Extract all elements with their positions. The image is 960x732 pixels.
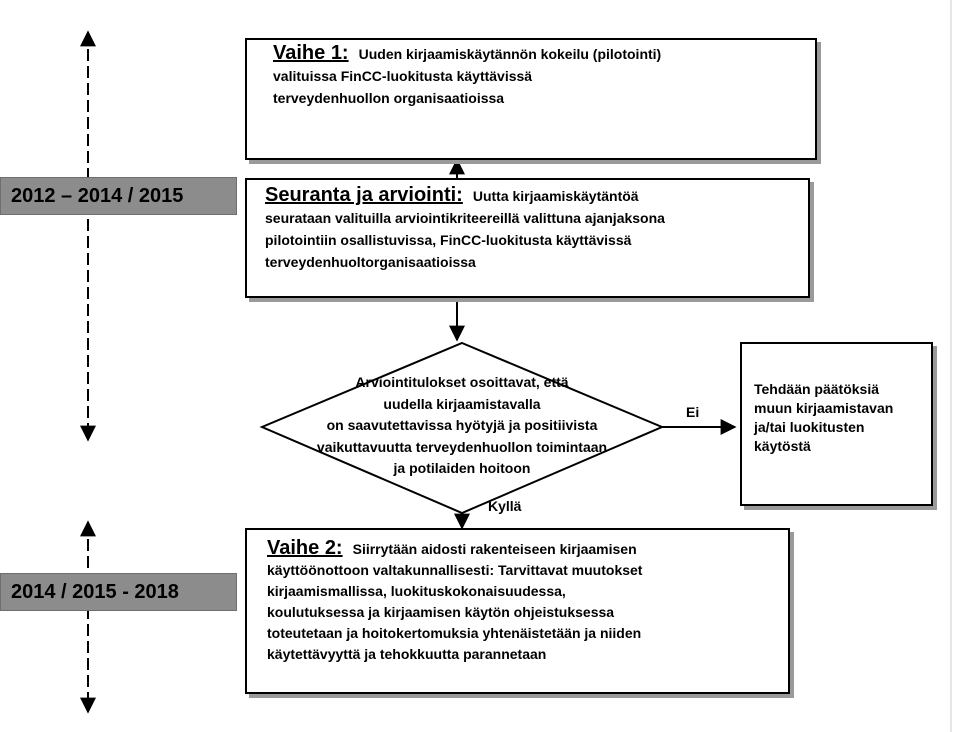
period-label-1: 2012 – 2014 / 2015 [0,177,237,215]
decision-line5: ja potilaiden hoitoon [393,460,531,476]
phase2-heading: Vaihe 2: [267,537,343,559]
alternative-line4: käytöstä [754,438,811,454]
period-label-2: 2014 / 2015 - 2018 [0,573,237,611]
phase1-heading: Vaihe 1: [273,42,349,64]
alternative-line2: muun kirjaamistavan [754,400,894,416]
monitoring-line4: terveydenhuoltorganisaatioissa [265,254,476,270]
phase1-box [245,38,817,160]
alternative-line3: ja/tai luokitusten [754,419,865,435]
decision-text [252,372,672,480]
decision-line1: Arviointitulokset osoittavat, että [355,374,569,390]
phase2-line3: kirjaamismallissa, luokituskokonaisuudessa, [267,583,566,599]
phase1-line2: valituissa FinCC-luokitusta käyttävissä [273,68,533,84]
monitoring-line2: seurataan valituilla arviointikriteereillä valittuna ajanjaksona [265,210,665,226]
branch-label-yes: Kyllä [488,498,522,514]
phase1-line1: Uuden kirjaamiskäytännön kokeilu (pilotointi) [358,46,662,62]
monitoring-line1: Uutta kirjaamiskäytäntöä [472,188,639,204]
alternative-box [740,342,933,506]
phase2-line1: Siirrytään aidosti rakenteiseen kirjaamisen [352,541,637,557]
phase2-line5: toteutetaan ja hoitokertomuksia yhtenäistetään ja niiden [267,625,642,641]
alternative-line1: Tehdään päätöksiä [754,381,880,397]
phase1-line3: terveydenhuollon organisaatioissa [273,90,505,106]
monitoring-heading: Seuranta ja arviointi: [265,184,463,206]
branch-label-no: Ei [686,404,700,420]
phase2-line2: käyttöönottoon valtakunnallisesti: Tarvittavat muutokset [267,562,643,578]
decision-line3: on saavutettavissa hyötyjä ja positiivista [326,417,598,433]
phase2-line4: koulutuksessa ja kirjaamisen käytön ohjeistuksessa [267,604,615,620]
decision-line2: uudella kirjaamistavalla [383,395,541,412]
monitoring-box [245,178,810,298]
monitoring-line3: pilotointiin osallistuvissa, FinCC-luokitusta käyttävissä [265,232,632,248]
phase2-box [245,528,790,694]
phase2-line6: käytettävyyttä ja tehokkuutta parannetaan [267,646,547,662]
decision-line4: vaikuttavuutta terveydenhuollon toimintaan [316,438,608,455]
